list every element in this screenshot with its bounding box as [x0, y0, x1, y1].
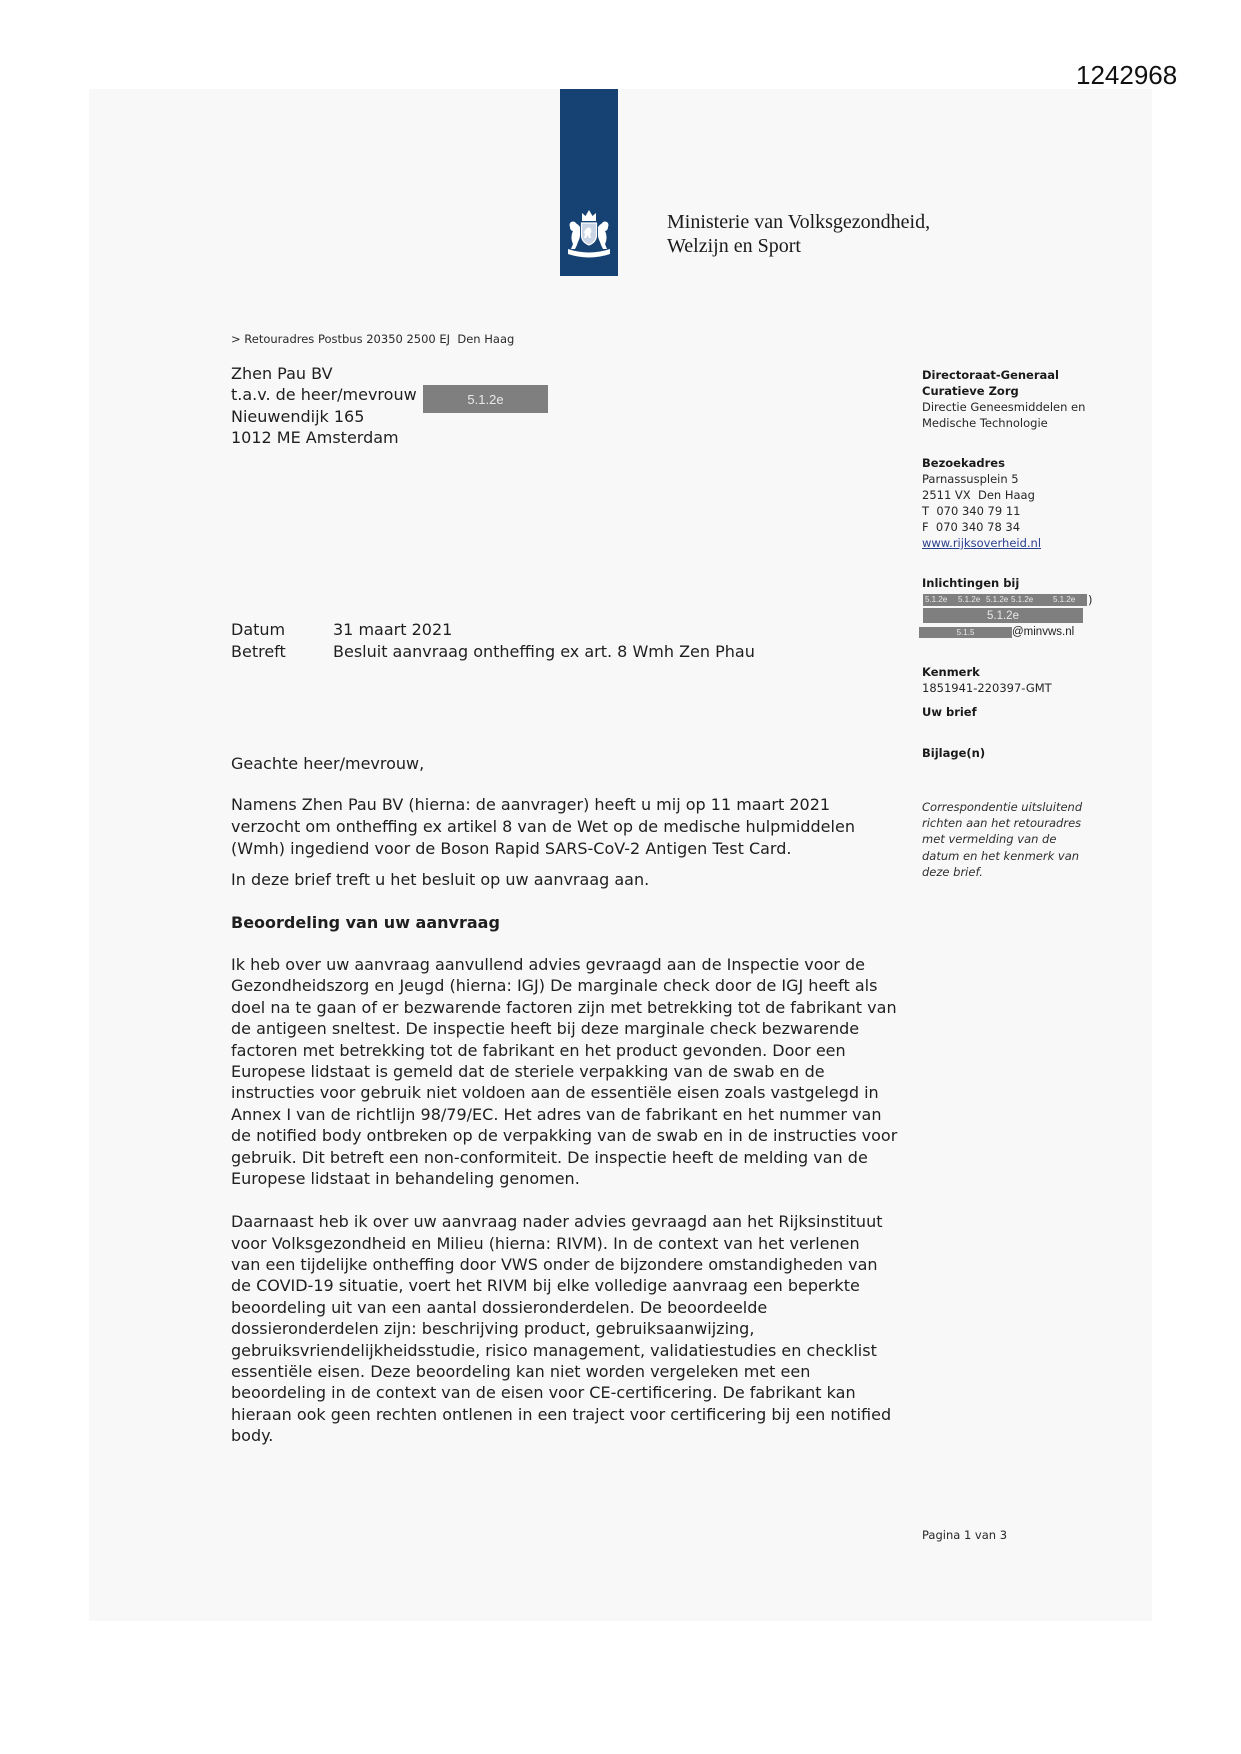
date-label: Datum: [231, 619, 286, 639]
recipient-name: Zhen Pau BV: [231, 364, 333, 383]
intro-paragraph-line: Namens Zhen Pau BV (hierna: de aanvrager) heeft u mij op 11 maart 2021: [231, 795, 831, 814]
return-address: > Retouradres Postbus 20350 2500 EJ Den Haag: [231, 332, 515, 346]
rivm-paragraph: [231, 1211, 891, 1446]
igj-paragraph-line: Europese lidstaat is gemeld dat de steriele verpakking van de swab en de: [231, 1061, 825, 1081]
department-line: Directoraat-Generaal: [922, 367, 1059, 382]
your-letter-label: Uw brief: [922, 705, 977, 719]
intro-paragraph: [231, 794, 855, 860]
igj-paragraph-line: factoren met betrekking tot de fabrikant en het product gevonden. Door een: [231, 1040, 846, 1060]
visit-address-street: Parnassusplein 5: [922, 472, 1019, 486]
crown-shape: [582, 210, 596, 221]
attachments-block: [922, 745, 985, 761]
igj-paragraph-line: de antigeen sneltest. De inspectie heeft bij deze marginale check bezwarende: [231, 1019, 860, 1039]
coat-of-arms-icon: [560, 89, 618, 276]
intro-closing-paragraph: [231, 869, 649, 890]
ribbon-shape: [568, 249, 610, 258]
correspondence-note: [922, 799, 1082, 880]
redaction-code: 5.1.2e: [925, 595, 948, 604]
redaction-code: 5.1.5: [956, 628, 975, 637]
igj-paragraph-line: Gezondheidszorg en Jeugd (hierna: IGJ) De marginale check door de IGJ heeft als: [231, 976, 878, 996]
subject-label: Betreft: [231, 641, 286, 661]
igj-paragraph-line: de notified body ontbreken op de verpakking van de swab en in de instructies voor: [231, 1126, 898, 1146]
igj-paragraph-line: Annex I van de richtlijn 98/79/EC. Het adres van de fabrikant en het nummer van: [231, 1104, 882, 1124]
rivm-paragraph-line: van een tijdelijke ontheffing door VWS onder de bijzondere omstandigheden van: [231, 1255, 878, 1275]
igj-paragraph-line: gebruik. Dit betreft een non-conformiteit. De inspectie heeft de melding van de: [231, 1147, 868, 1167]
redaction-code: 5.1.2e: [467, 391, 504, 407]
rivm-paragraph-line: essentiële eisen. Deze beoordeling kan niet worden vergeleken met een: [231, 1362, 811, 1382]
subject-value: Besluit aanvraag ontheffing ex art. 8 Wmh Zen Phau: [333, 641, 755, 661]
email-domain: @minvws.nl: [1012, 626, 1075, 638]
section-heading: [231, 912, 500, 933]
visit-address-block: [922, 455, 1041, 551]
salutation-text: Geachte heer/mevrouw,: [231, 754, 425, 773]
section-heading-text: Beoordeling van uw aanvraag: [231, 912, 500, 932]
rivm-paragraph-line: hieraan ook geen rechten ontlenen in een traject voor certificering bij een notified: [231, 1404, 892, 1424]
correspondence-note-line: deze brief.: [922, 864, 983, 879]
rivm-paragraph-line: beoordeling uit van een aantal dossieronderdelen. De beoordeelde: [231, 1297, 768, 1317]
correspondence-note-line: richten aan het retouradres: [922, 816, 1082, 831]
redaction-box: [923, 594, 1087, 606]
date-row: [231, 619, 453, 641]
department-line: Medische Technologie: [922, 415, 1048, 430]
recipient-attention: t.a.v. de heer/mevrouw: [231, 385, 417, 405]
rivm-paragraph-line: voor Volksgezondheid en Milieu (hierna: RIVM). In de context van het verlenen: [231, 1233, 860, 1253]
rivm-paragraph-line: body.: [231, 1426, 274, 1446]
intro-paragraph-line: (Wmh) ingediend voor de Boson Rapid SARS-CoV-2 Antigen Test Card.: [231, 839, 792, 858]
page-indicator-text: Pagina 1 van 3: [922, 1528, 1008, 1542]
redaction-code: 5.1.2e: [1011, 595, 1034, 604]
inquiries-label: Inlichtingen bij: [922, 575, 1020, 590]
document-number: 1242968: [1076, 60, 1178, 90]
redaction-code: 5.1.2e: [986, 595, 1009, 604]
page-indicator: [922, 1527, 1007, 1543]
intro-paragraph-line: verzocht om ontheffing ex artikel 8 van de Wet op de medische hulpmiddelen: [231, 817, 855, 836]
redaction-box: [923, 608, 1083, 623]
rivm-paragraph-line: Daarnaast heb ik over uw aanvraag nader advies gevraagd aan het Rijksinstituut: [231, 1212, 883, 1232]
intro-closing-line: In deze brief treft u het besluit op uw aanvraag aan.: [231, 870, 650, 889]
ministry-name: [667, 211, 930, 258]
correspondence-note-line: datum en het kenmerk van: [922, 848, 1080, 863]
salutation: [231, 753, 424, 774]
attachments-label: Bijlage(n): [922, 745, 986, 760]
phone-number: T 070 340 79 11: [922, 504, 1021, 518]
recipient-postal-city: 1012 ME Amsterdam: [231, 427, 399, 447]
igj-paragraph-line: instructies voor gebruik niet voldoen aan de essentiële eisen zoals vastgelegd in: [231, 1083, 879, 1103]
your-letter-block: [922, 704, 977, 720]
correspondence-note-line: met vermelding van de: [922, 832, 1057, 847]
igj-paragraph-line: Europese lidstaat in behandeling genomen.: [231, 1168, 580, 1188]
right-lion-shape: [598, 222, 609, 250]
inquiries-block: [922, 575, 1019, 591]
rivm-paragraph-line: de COVID-19 situatie, voert het RIVM bij elke volledige aanvraag een beperkte: [231, 1276, 860, 1296]
subject-row: [231, 641, 755, 663]
website-link[interactable]: www.rijksoverheid.nl: [922, 536, 1042, 550]
reference-value: 1851941-220397-GMT: [922, 681, 1052, 695]
date-value: 31 maart 2021: [333, 619, 453, 639]
igj-paragraph-line: Ik heb over uw aanvraag aanvullend advies gevraagd aan de Inspectie voor de: [231, 955, 865, 974]
igj-paragraph-line: doel na te gaan of er bezwarende factoren zijn met betrekking tot de fabrikant van: [231, 997, 897, 1017]
reference-block: [922, 664, 1052, 696]
redaction-code: 5.1.2e: [987, 609, 1019, 622]
department-line: Curatieve Zorg: [922, 383, 1019, 398]
recipient-address: [231, 363, 417, 448]
department-block: [922, 367, 1085, 431]
department-line: Directie Geneesmiddelen en: [922, 399, 1086, 414]
logo-bar: [560, 89, 618, 276]
visit-address-postal-city: 2511 VX Den Haag: [922, 488, 1035, 502]
left-lion-shape: [570, 222, 581, 250]
visit-address-label: Bezoekadres: [922, 456, 1005, 470]
shield-shape: [582, 223, 597, 245]
igj-paragraph: [231, 954, 897, 1189]
ministry-name-line-2: Welzijn en Sport: [667, 234, 801, 257]
correspondence-note-line: Correspondentie uitsluitend: [922, 800, 1083, 814]
ministry-name-line-1: Ministerie van Volksgezondheid,: [667, 211, 931, 233]
redaction-box: [919, 627, 1012, 638]
reference-label: Kenmerk: [922, 665, 980, 679]
redaction-box: [423, 385, 548, 413]
rivm-paragraph-line: dossieronderdelen zijn: beschrijving product, gebruiksaanwijzing,: [231, 1319, 755, 1339]
redaction-code: 5.1.2e: [1053, 595, 1076, 604]
rivm-paragraph-line: beoordeling in de context van de eisen voor CE-certificering. De fabrikant kan: [231, 1383, 856, 1403]
rivm-paragraph-line: gebruiksvriendelijkheidsstudie, risico management, validatiestudies en checklist: [231, 1340, 877, 1360]
letter-meta: [231, 619, 755, 664]
inquiries-row-suffix: ): [1088, 593, 1093, 607]
redaction-code: 5.1.2e: [958, 595, 981, 604]
fax-number: F 070 340 78 34: [922, 520, 1021, 534]
recipient-street: Nieuwendijk 165: [231, 406, 365, 426]
